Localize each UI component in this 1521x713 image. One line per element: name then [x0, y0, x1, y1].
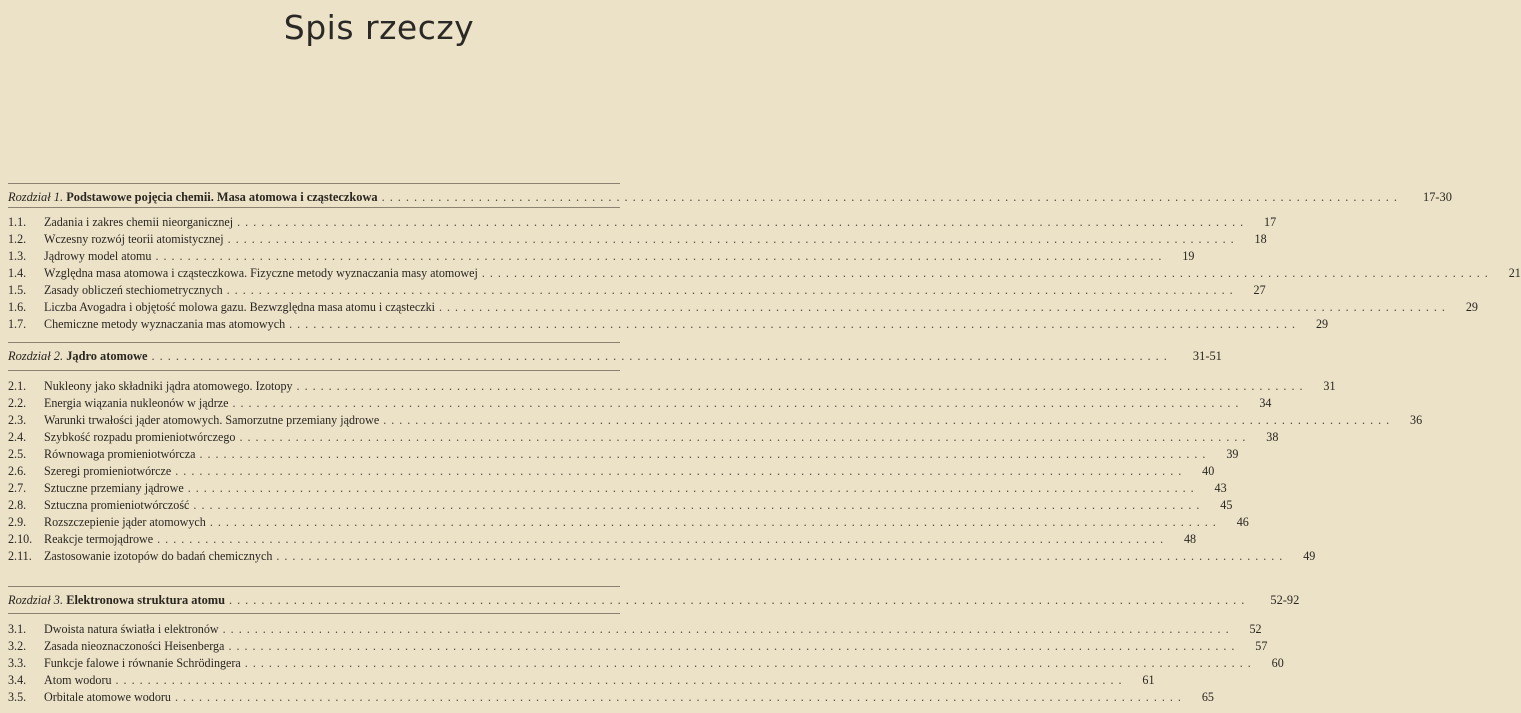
entry-page: 29 [1465, 300, 1478, 314]
entry-page: 18 [1254, 232, 1267, 246]
dot-leader: .............................................................................................................................. [174, 690, 1186, 704]
section-divider [8, 342, 620, 343]
dot-leader: .............................................................................................................................. [209, 515, 1221, 529]
entry-number: 2.8. [8, 498, 27, 512]
dot-leader: .............................................................................................................................. [439, 300, 1450, 314]
chapter-pages: 17-30 [1423, 190, 1452, 204]
entry-page: 65 [1201, 690, 1214, 704]
entry-page: 48 [1184, 532, 1197, 546]
entry-page: 61 [1142, 673, 1155, 687]
entry-title: Rozszczepienie jąder atomowych [44, 515, 206, 529]
section-divider [8, 207, 620, 208]
toc-entry [8, 377, 1336, 394]
entry-title: Energia wiązania nukleonów w jądrze [44, 396, 229, 410]
entry-number: 2.4. [8, 430, 27, 444]
toc-entry [8, 637, 1268, 654]
entry-page: 43 [1214, 481, 1227, 495]
entry-title: Zasady obliczeń stechiometrycznych [44, 283, 223, 297]
toc-entry [8, 428, 1279, 445]
chapter-title: Elektronowa struktura atomu [66, 593, 225, 607]
toc-entry [8, 298, 1478, 315]
section-divider [8, 183, 620, 184]
chapter-heading [8, 590, 1300, 608]
chapter-prefix: Rozdział 2. [8, 349, 64, 363]
entry-title: Funkcje falowe i równanie Schrödingera [44, 656, 241, 670]
entry-page: 36 [1410, 413, 1423, 427]
dot-leader: .............................................................................................................................. [155, 249, 1167, 263]
entry-title: Atom wodoru [44, 673, 112, 687]
entry-page: 34 [1259, 396, 1272, 410]
entry-number: 1.6. [8, 300, 27, 314]
toc-entry [8, 230, 1267, 247]
entry-page: 60 [1271, 656, 1284, 670]
dot-leader: .............................................................................................................................. [227, 232, 1239, 246]
entry-title: Względna masa atomowa i cząsteczkowa. Fizyczne metody wyznaczania masy atomowej [44, 266, 478, 280]
entry-page: 21 [1508, 266, 1521, 280]
entry-title: Nukleony jako składniki jądra atomowego. Izotopy [44, 379, 293, 393]
chapter-pages: 52-92 [1270, 593, 1300, 607]
toc-entry [8, 264, 1521, 281]
toc-entry [8, 479, 1227, 496]
toc-entry [8, 247, 1195, 264]
chapter-heading [8, 187, 1452, 205]
dot-leader: .............................................................................................................................. [115, 673, 1127, 687]
entry-number: 3.5. [8, 690, 27, 704]
entry-page: 46 [1236, 515, 1249, 529]
entry-title: Chemiczne metody wyznaczania mas atomowych [44, 317, 286, 331]
entry-title: Szybkość rozpadu promieniotwórczego [44, 430, 236, 444]
entry-title: Jądrowy model atomu [44, 249, 152, 263]
entry-title: Wczesny rozwój teorii atomistycznej [44, 232, 224, 246]
entry-number: 1.1. [8, 215, 27, 229]
entry-title: Sztuczne przemiany jądrowe [44, 481, 184, 495]
section-divider [8, 613, 620, 614]
entry-page: 17 [1264, 215, 1277, 229]
dot-leader: .............................................................................................................................. [232, 396, 1244, 410]
entry-page: 49 [1303, 549, 1316, 563]
toc-entry [8, 620, 1262, 637]
entry-title: Reakcje termojądrowe [44, 532, 154, 546]
entry-title: Szeregi promieniotwórcze [44, 464, 172, 478]
entry-title: Liczba Avogadra i objętość molowa gazu. Bezwzględna masa atomu i cząsteczki [44, 300, 435, 314]
dot-leader: .............................................................................................................................. [199, 447, 1211, 461]
entry-title: Zasada nieoznaczoności Heisenberga [44, 639, 225, 653]
toc-entry [8, 462, 1215, 479]
dot-leader: .............................................................................................................................. [481, 266, 1493, 280]
toc-entry [8, 496, 1233, 513]
entry-title: Równowaga promieniotwórcza [44, 447, 196, 461]
toc-entry [8, 315, 1329, 332]
toc-entry [8, 411, 1423, 428]
toc-entry [8, 445, 1239, 462]
dot-leader: .............................................................................................................................. [381, 190, 1402, 204]
entry-number: 2.9. [8, 515, 27, 529]
section-divider [8, 586, 620, 587]
toc-entry [8, 281, 1266, 298]
dot-leader: .............................................................................................................................. [244, 656, 1256, 670]
entry-page: 45 [1220, 498, 1233, 512]
entry-number: 1.2. [8, 232, 27, 246]
entry-number: 2.3. [8, 413, 27, 427]
entry-number: 3.2. [8, 639, 27, 653]
chapter-title: Podstawowe pojęcia chemii. Masa atomowa i cząsteczkowa [66, 190, 378, 204]
entry-number: 2.1. [8, 379, 27, 393]
entry-number: 2.5. [8, 447, 27, 461]
dot-leader: .............................................................................................................................. [187, 481, 1199, 495]
entry-number: 2.7. [8, 481, 27, 495]
entry-number: 1.3. [8, 249, 27, 263]
entry-number: 2.11. [8, 549, 32, 563]
chapter-title: Jądro atomowe [66, 349, 148, 363]
toc-entry [8, 688, 1214, 705]
entry-title: Dwoista natura światła i elektronów [44, 622, 219, 636]
dot-leader: .............................................................................................................................. [222, 622, 1234, 636]
entry-page: 40 [1202, 464, 1215, 478]
page-title: Spis rzeczy [283, 8, 475, 47]
dot-leader: .............................................................................................................................. [175, 464, 1187, 478]
entry-page: 52 [1249, 622, 1262, 636]
entry-number: 3.1. [8, 622, 27, 636]
toc-entry [8, 547, 1316, 564]
toc-entry [8, 671, 1155, 688]
chapter-prefix: Rozdział 1. [8, 190, 64, 204]
entry-number: 1.4. [8, 266, 27, 280]
entry-title: Zastosowanie izotopów do badań chemicznych [44, 549, 273, 563]
chapter-pages: 31-51 [1192, 349, 1222, 363]
entry-title: Warunki trwałości jąder atomowych. Samorzutne przemiany jądrowe [44, 413, 380, 427]
dot-leader: .............................................................................................................................. [289, 317, 1301, 331]
dot-leader: .............................................................................................................................. [157, 532, 1169, 546]
entry-title: Orbitale atomowe wodoru [44, 690, 171, 704]
entry-page: 27 [1253, 283, 1266, 297]
entry-page: 38 [1266, 430, 1279, 444]
entry-title: Zadania i zakres chemii nieorganicznej [44, 215, 234, 229]
entry-page: 57 [1255, 639, 1268, 653]
entry-number: 2.2. [8, 396, 27, 410]
toc-entry [8, 513, 1249, 530]
dot-leader: .............................................................................................................................. [239, 430, 1251, 444]
dot-leader: .............................................................................................................................. [193, 498, 1205, 512]
entry-page: 39 [1226, 447, 1239, 461]
entry-number: 3.3. [8, 656, 27, 670]
dot-leader: .............................................................................................................................. [276, 549, 1288, 563]
toc-entry [8, 654, 1284, 671]
toc-entry [8, 530, 1197, 547]
dot-leader: .............................................................................................................................. [228, 639, 1240, 653]
entry-number: 1.5. [8, 283, 27, 297]
entry-number: 2.10. [8, 532, 33, 546]
entry-page: 19 [1182, 249, 1195, 263]
dot-leader: .............................................................................................................................. [237, 215, 1249, 229]
entry-number: 2.6. [8, 464, 27, 478]
entry-page: 29 [1315, 317, 1329, 331]
toc-entry [8, 213, 1277, 230]
dot-leader: .............................................................................................................................. [383, 413, 1395, 427]
entry-number: 3.4. [8, 673, 27, 687]
entry-title: Sztuczna promieniotwórczość [44, 498, 190, 512]
chapter-heading [8, 346, 1222, 364]
toc-entry [8, 394, 1272, 411]
dot-leader: .............................................................................................................................. [296, 379, 1308, 393]
dot-leader: .............................................................................................................................. [226, 283, 1238, 297]
entry-number: 1.7. [8, 317, 27, 331]
section-divider [8, 370, 620, 371]
dot-leader: .............................................................................................................................. [151, 349, 1172, 363]
chapter-prefix: Rozdział 3. [8, 593, 64, 607]
dot-leader: .............................................................................................................................. [228, 593, 1250, 607]
entry-page: 31 [1323, 379, 1336, 393]
